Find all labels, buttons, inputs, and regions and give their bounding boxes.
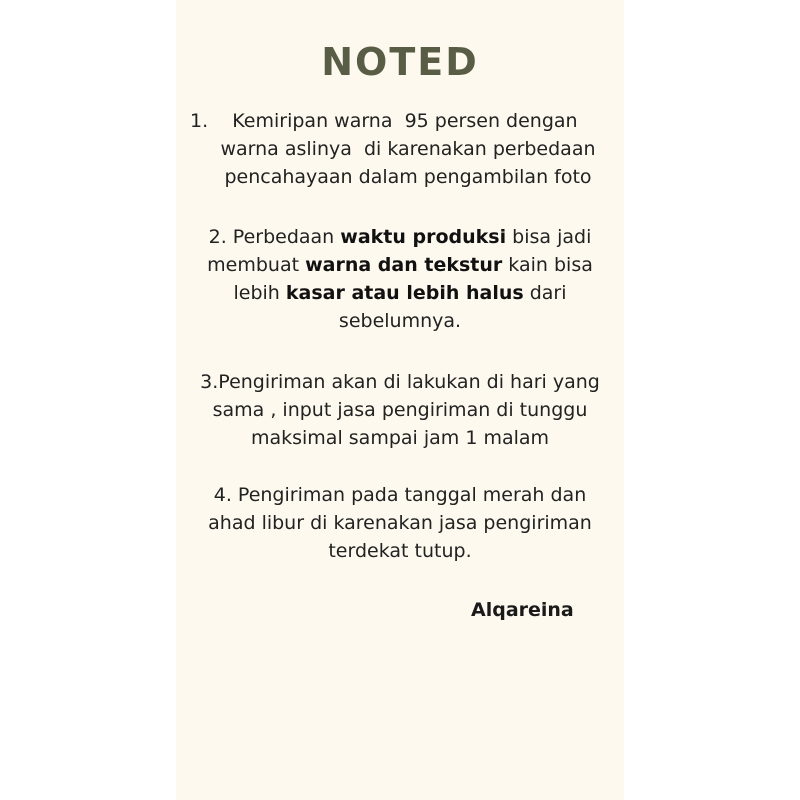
note-text: bisa jadi (506, 226, 592, 248)
note-emphasis: warna dan tekstur (305, 254, 503, 276)
note-item-4-line-1: 4. Pengiriman pada tanggal merah dan (213, 484, 587, 506)
note-item-1-line-3: pencahayaan dalam pengambilan foto (224, 166, 592, 188)
notes-card (176, 0, 624, 800)
signature: Alqareina (471, 599, 574, 621)
note-text: 2. Perbedaan (208, 226, 341, 248)
note-item-2-line-2 (176, 251, 624, 279)
note-item-1-line-2: warna aslinya di karenakan perbedaan (220, 138, 596, 160)
note-item-3-line-3: maksimal sampai jam 1 malam (250, 427, 550, 449)
note-item-1 (176, 107, 624, 191)
note-item-2-line-1 (176, 223, 624, 251)
note-item-4 (176, 481, 624, 565)
note-item-1-line-1: 1. Kemiripan warna 95 persen dengan (190, 110, 578, 132)
note-item-2-line-3 (176, 279, 624, 307)
note-item-4-line-3: terdekat tutup. (328, 540, 472, 562)
note-item-2-line-4: sebelumnya. (338, 310, 462, 332)
note-item-3 (176, 368, 624, 452)
note-item-3-line-2: sama , input jasa pengiriman di tunggu (212, 399, 588, 421)
note-item-2 (176, 223, 624, 335)
note-item-3-line-1: 3.Pengiriman akan di lakukan di hari yang (200, 371, 600, 393)
note-text: dari (523, 282, 567, 304)
note-emphasis: waktu produksi (340, 226, 507, 248)
page-title: NOTED (321, 40, 479, 84)
note-emphasis: kasar atau lebih halus (285, 282, 524, 304)
note-text: kain bisa (502, 254, 593, 276)
note-text: membuat (207, 254, 306, 276)
note-text: lebih (233, 282, 286, 304)
note-item-4-line-2: ahad libur di karenakan jasa pengiriman (208, 512, 592, 534)
